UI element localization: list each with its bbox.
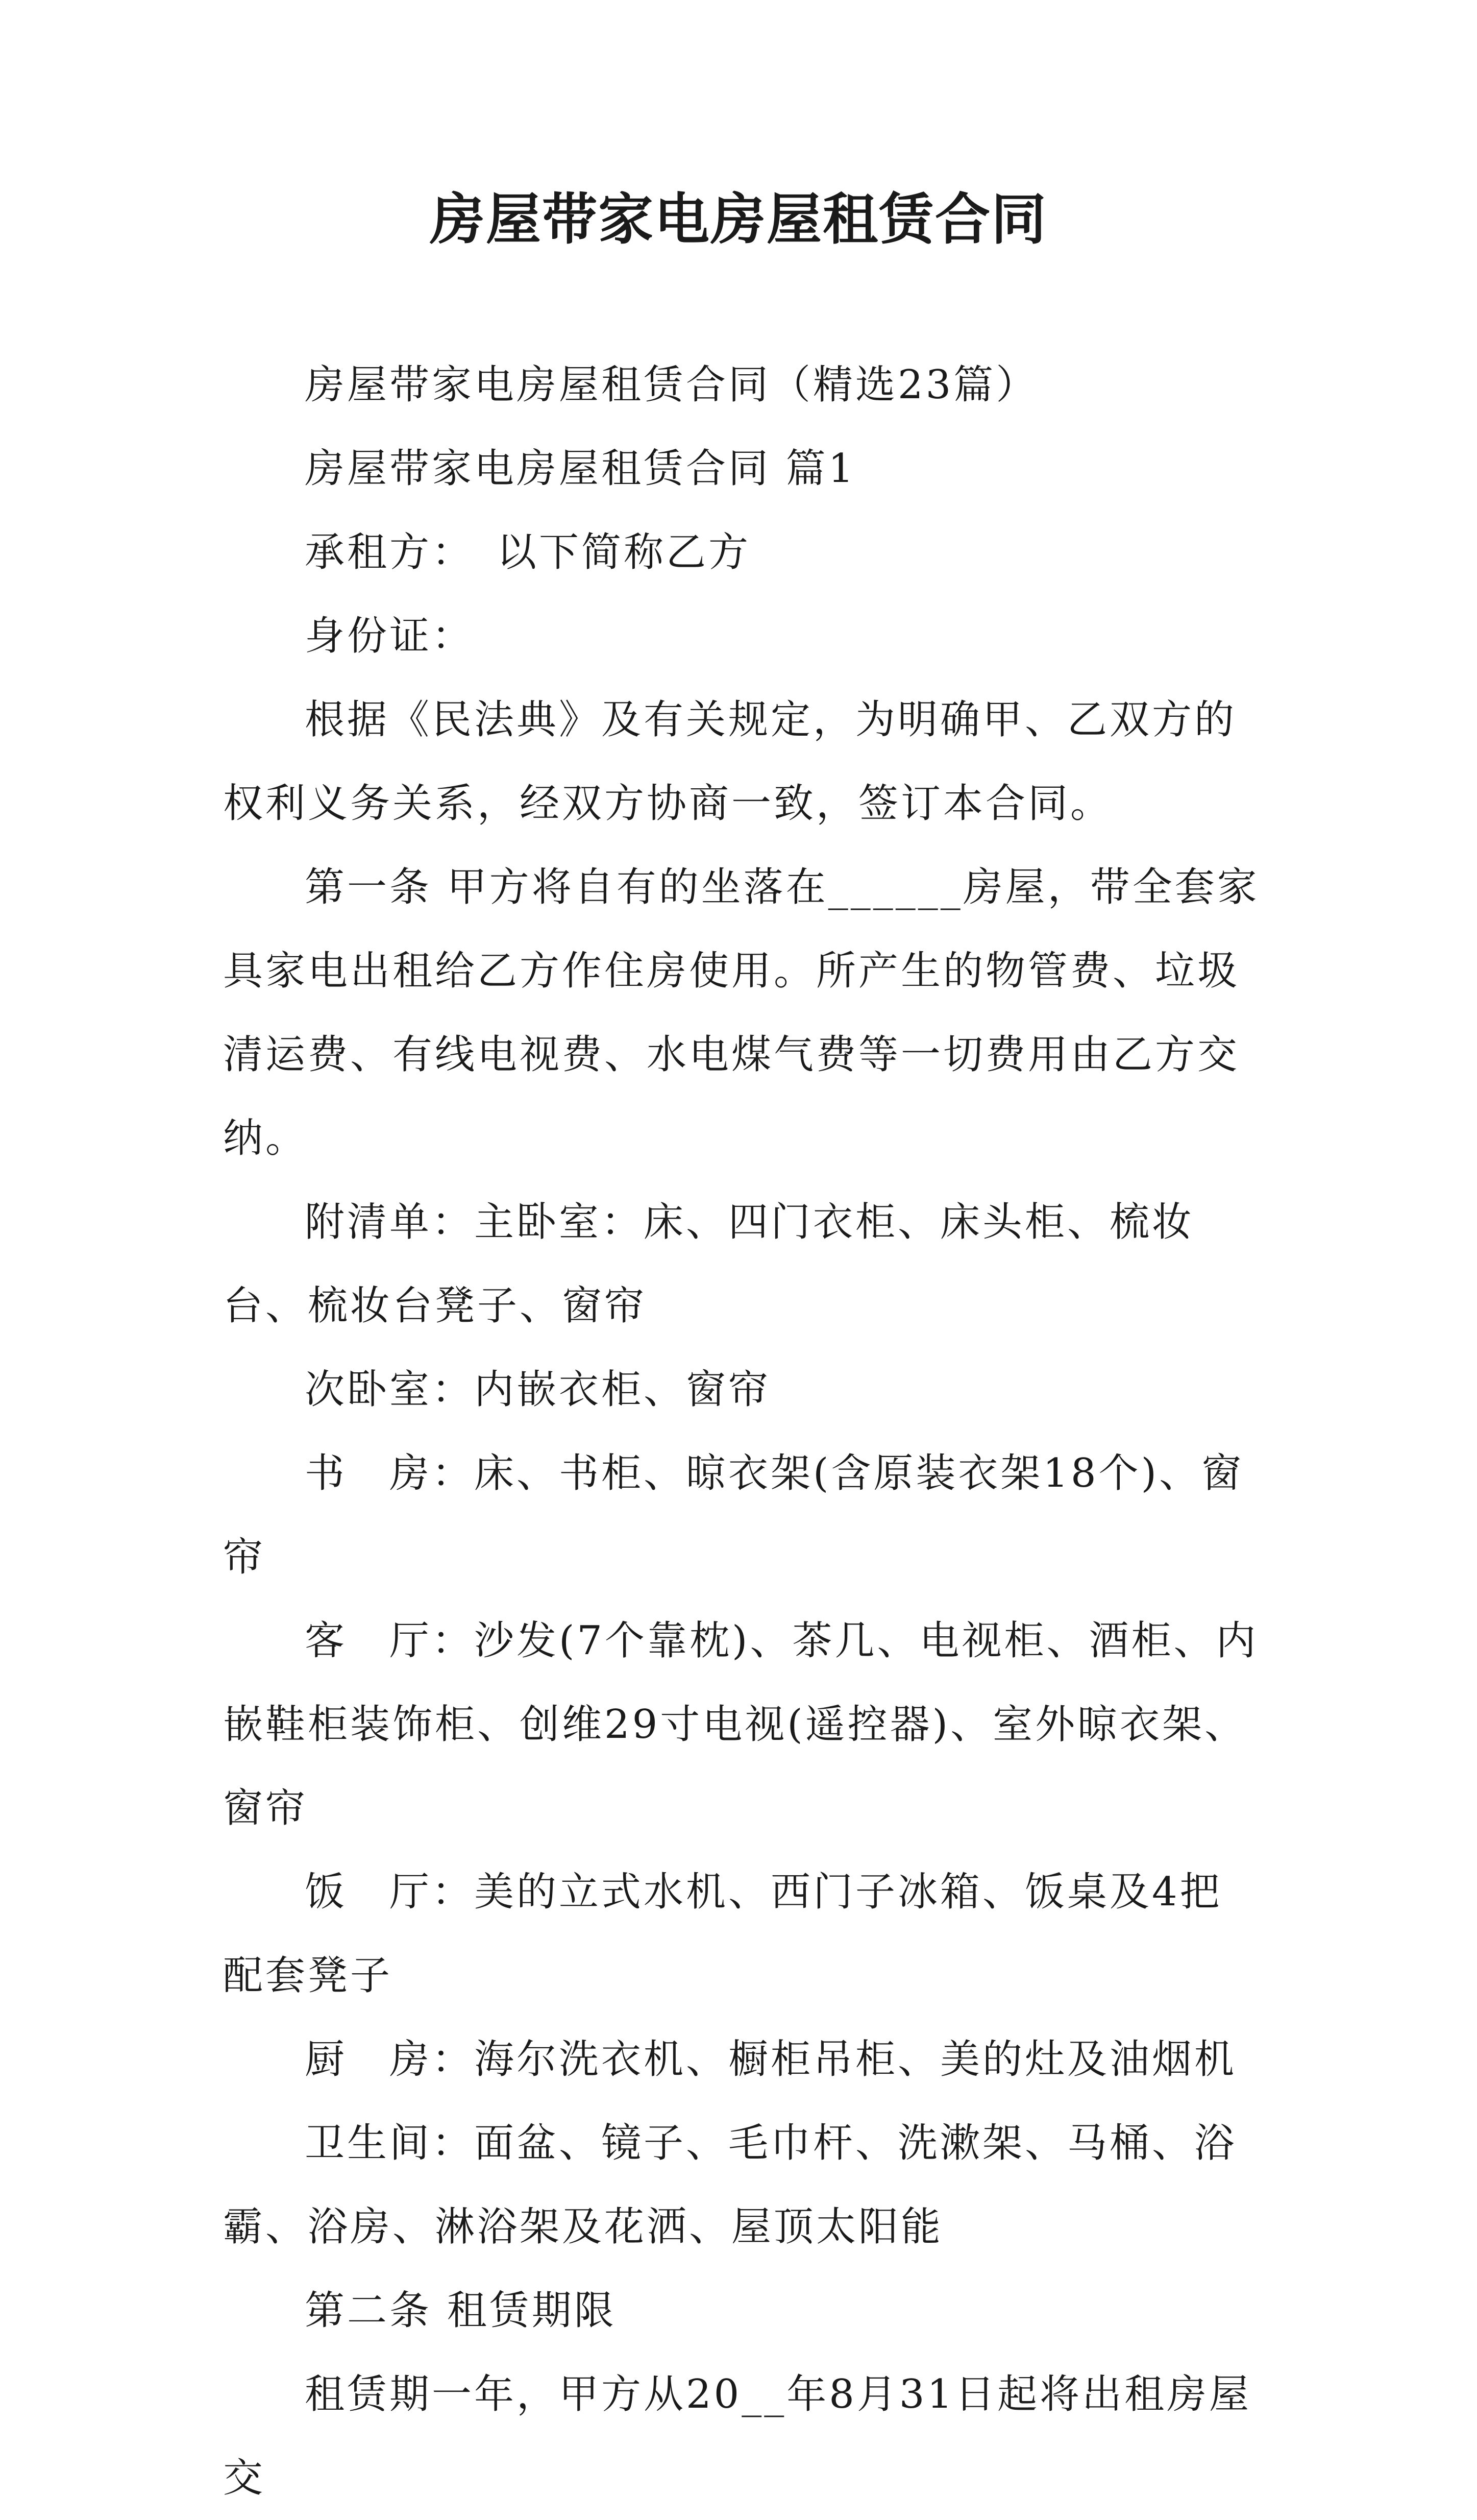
paragraph-lessee: 承租方： 以下简称乙方 bbox=[305, 529, 751, 575]
paragraph-inventory-bathroom: 卫生间：面盆、镜子、毛巾杆、洗漱架、马桶、浴霸、浴房、淋浴架及花洒、屋顶太阳能 bbox=[223, 2120, 1237, 2250]
paragraph-inventory-dining-room: 饭 厅：美的立式水机、西门子冰箱、饭桌及4把配套凳子 bbox=[223, 1869, 1222, 1999]
paragraph-inventory-second-bedroom: 次卧室：内嵌衣柜、窗帘 bbox=[305, 1367, 771, 1413]
paragraph-heading-subtitle: 房屋带家电房屋租赁合同（精选23篇） bbox=[305, 362, 1039, 408]
paragraph-id-card: 身份证： bbox=[305, 613, 475, 659]
paragraph-inventory-master-bedroom: 附清单：主卧室：床、四门衣柜、床头柜、梳妆台、梳妆台凳子、窗帘 bbox=[223, 1199, 1195, 1329]
paragraph-lease-term: 租赁期一年，甲方从20__年8月31日起将出租房屋交 bbox=[223, 2371, 1252, 2501]
document-body bbox=[223, 343, 1261, 2520]
paragraph-preamble: 根据《民法典》及有关规定，为明确甲、乙双方的权利义务关系，经双方协商一致，签订本合同。 bbox=[223, 697, 1237, 827]
paragraph-inventory-study: 书 房：床、书柜、晾衣架(含原装衣架18个)、窗帘 bbox=[223, 1450, 1244, 1580]
paragraph-article-2-heading: 第二条 租赁期限 bbox=[305, 2288, 617, 2334]
document-title: 房屋带家电房屋租赁合同 bbox=[429, 187, 1047, 252]
paragraph-section-title: 房屋带家电房屋租赁合同 篇1 bbox=[305, 446, 856, 492]
paragraph-inventory-living-room: 客 厅：沙发(7个靠枕)、茶几、电视柜、酒柜、内嵌鞋柜装饰柜、创维29寸电视(遥控器)、室外晾衣架、窗帘 bbox=[223, 1618, 1259, 1831]
paragraph-inventory-kitchen: 厨 房：海尔洗衣机、橱柜吊柜、美的灶及油烟机 bbox=[305, 2037, 1237, 2082]
paragraph-article-1: 第一条 甲方将自有的坐落在______房屋，带全套家具家电出租给乙方作住房使用。所产生的物管费、垃圾清运费、有线电视费、水电煤气费等一切费用由乙方交纳。 bbox=[223, 864, 1260, 1161]
